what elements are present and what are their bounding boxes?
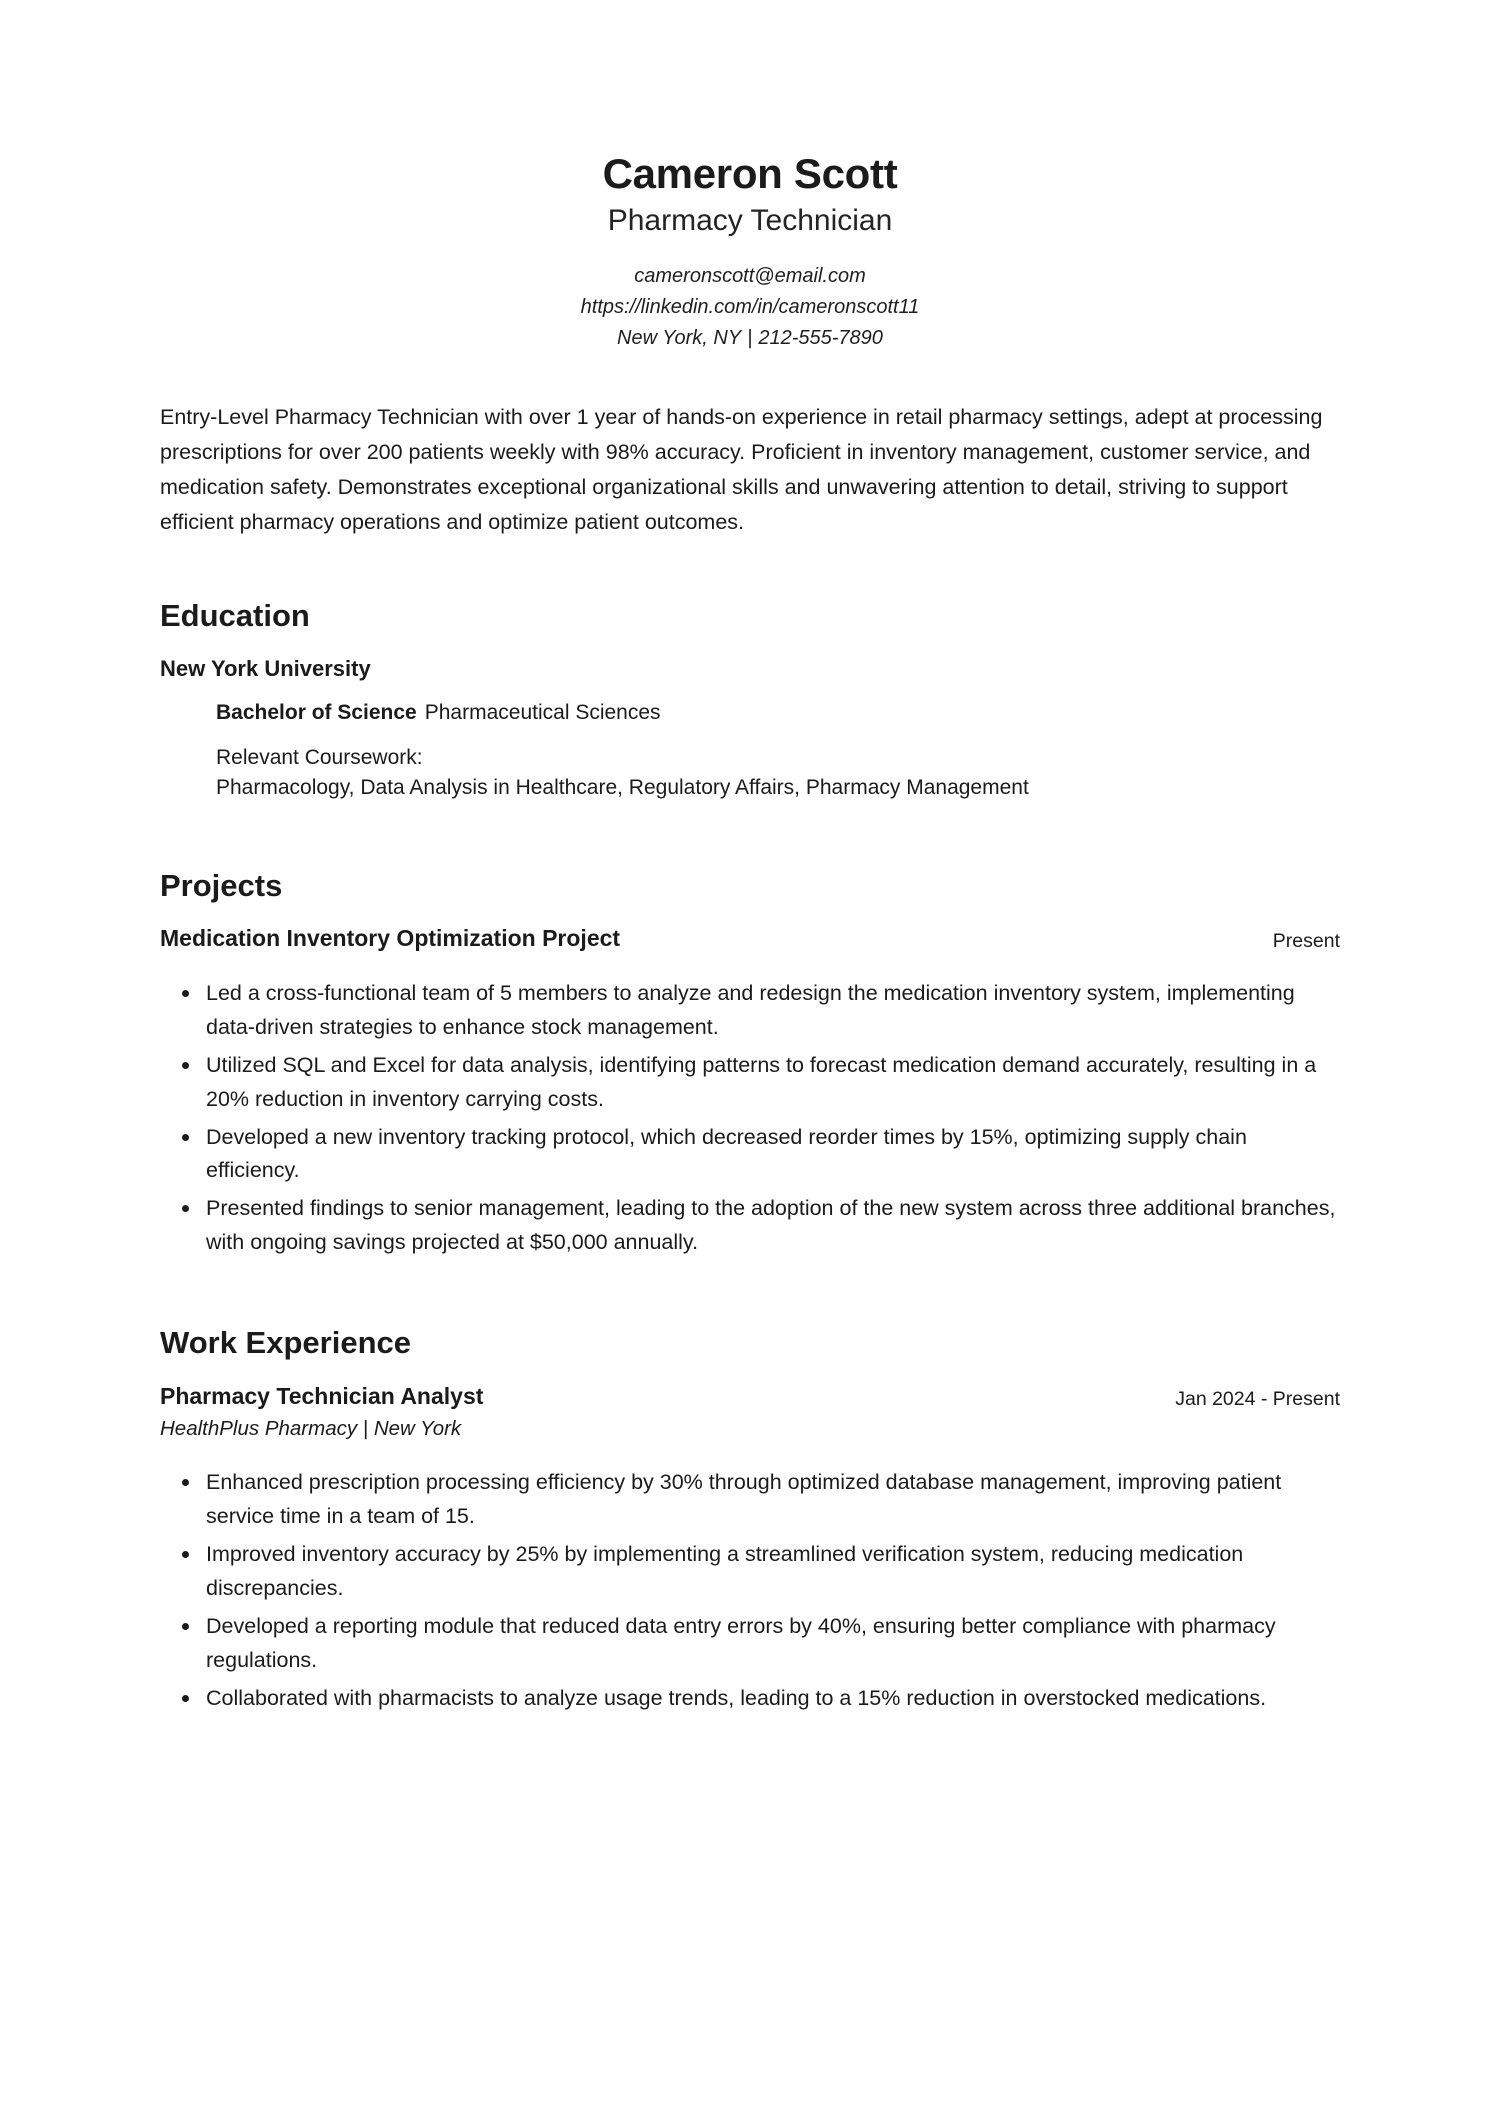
list-item: Developed a new inventory tracking protocol, which decreased reorder times by 15%, optimizing supply chain efficiency. bbox=[160, 1121, 1340, 1189]
spacer bbox=[160, 1294, 1340, 1324]
contact-location-phone bbox=[160, 323, 1340, 354]
project-title: Medication Inventory Optimization Project bbox=[160, 925, 621, 952]
list-item: Utilized SQL and Excel for data analysis, identifying patterns to forecast medication demand accurately, resulting in a 20% reduction in inventory carrying costs. bbox=[160, 1049, 1340, 1117]
list-item: Led a cross-functional team of 5 members to analyze and redesign the medication inventory system, implementing data-driven strategies to enhance stock management. bbox=[160, 977, 1340, 1045]
education-section-title: Education bbox=[160, 598, 310, 634]
education-degree-row bbox=[216, 699, 1340, 727]
work-experience-section bbox=[160, 1324, 1340, 1715]
resume-header bbox=[160, 150, 1340, 354]
contact-email[interactable]: cameronscott@email.com bbox=[634, 265, 866, 288]
contact-separator: | bbox=[747, 327, 753, 350]
education-detail bbox=[216, 699, 1340, 803]
list-item: Presented findings to senior management, leading to the adoption of the new system across three additional branches, with ongoing savings projected at $50,000 annually. bbox=[160, 1192, 1340, 1260]
project-bullet-list bbox=[160, 977, 1340, 1261]
work-experience-section-title: Work Experience bbox=[160, 1325, 411, 1361]
projects-section bbox=[160, 867, 1340, 1260]
list-item: Developed a reporting module that reduced data entry errors by 40%, ensuring better compliance with pharmacy regulations. bbox=[160, 1610, 1340, 1678]
education-degree: Bachelor of Science bbox=[216, 701, 417, 725]
education-school: New York University bbox=[160, 655, 371, 681]
project-entry bbox=[160, 924, 1340, 1260]
project-date: Present bbox=[1272, 930, 1340, 953]
contact-phone[interactable]: 212-555-7890 bbox=[758, 327, 883, 350]
job-date: Jan 2024 - Present bbox=[1175, 1387, 1340, 1410]
job-entry-head bbox=[160, 1382, 1340, 1444]
contact-linkedin[interactable]: https://linkedin.com/in/cameronscott11 bbox=[580, 296, 920, 319]
list-item: Improved inventory accuracy by 25% by implementing a streamlined verification system, reducing medication discrepancies. bbox=[160, 1538, 1340, 1606]
education-coursework-label: Relevant Coursework: bbox=[216, 746, 423, 770]
candidate-name: Cameron Scott bbox=[602, 150, 898, 197]
professional-summary: Entry-Level Pharmacy Technician with over 1 year of hands-on experience in retail pharmacy settings, adept at processing prescriptions for over 200 patients weekly with 98% accuracy. Proficient in inventory management, customer service, and medication safety. Demonstrates exceptional organizational skills and unwavering attention to detail, striving to support efficient pharmacy operations and optimize patient outcomes. bbox=[160, 405, 1323, 534]
projects-section-title: Projects bbox=[160, 868, 283, 904]
list-item: Enhanced prescription processing efficiency by 30% through optimized database management, improving patient service time in a team of 15. bbox=[160, 1466, 1340, 1534]
candidate-headline: Pharmacy Technician bbox=[607, 204, 893, 238]
contact-location: New York, NY bbox=[617, 327, 742, 350]
job-company-location: HealthPlus Pharmacy | New York bbox=[160, 1417, 462, 1440]
education-coursework-list: Pharmacology, Data Analysis in Healthcare, Regulatory Affairs, Pharmacy Management bbox=[216, 776, 1029, 800]
job-entry bbox=[160, 1382, 1340, 1716]
job-title: Pharmacy Technician Analyst bbox=[160, 1382, 484, 1409]
education-section bbox=[160, 597, 1340, 803]
job-title-block bbox=[160, 1382, 483, 1444]
education-field: Pharmaceutical Sciences bbox=[424, 701, 661, 725]
list-item: Collaborated with pharmacists to analyze usage trends, leading to a 15% reduction in overstocked medications. bbox=[160, 1682, 1340, 1716]
spacer bbox=[160, 837, 1340, 867]
project-entry-head bbox=[160, 924, 1340, 954]
job-bullet-list bbox=[160, 1466, 1340, 1716]
